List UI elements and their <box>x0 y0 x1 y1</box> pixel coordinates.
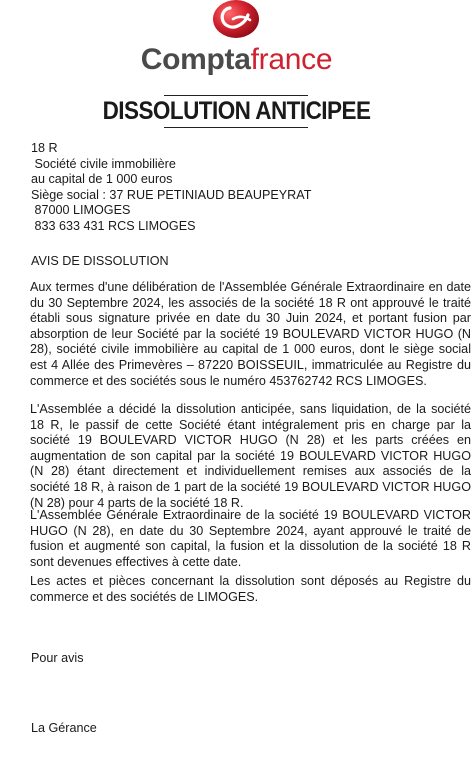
brand-part-france: france <box>250 43 333 76</box>
title-rule-bottom <box>164 127 308 128</box>
company-block <box>31 141 451 235</box>
company-line: 833 633 431 RCS LIMOGES <box>31 218 196 233</box>
brand-wordmark <box>0 42 473 78</box>
company-line: au capital de 1 000 euros <box>31 172 173 187</box>
company-line: Siège social : 37 RUE PETINIAUD BEAUPEYRAT <box>31 187 312 202</box>
company-line: 18 R <box>31 141 58 155</box>
paragraph-filing: Les actes et pièces concernant la dissolution sont déposés au Registre du commerce et des sociétés de LIMOGES. <box>30 574 471 604</box>
paragraph-merger: Aux termes d'une délibération de l'Assemblée Générale Extraordinaire en date du 30 Septembre 2024, les associés de la société 18 R ont approuvé le traité établi sous signature privée en date du 30 Juin 2024, et portant fusion par absorption de leur Société par la société 19 BOULEVARD VICTOR HUGO (N 28), société civile immobilière au capital de 1 000 euros, dont le siège social est 4 Allée des Primevères – 87220 BOISSEUIL, immatriculée au Registre du commerce et des sociétés sous le numéro 453762742 RCS LIMOGES. <box>30 280 471 388</box>
closing-pour-avis: Pour avis <box>31 651 84 665</box>
paragraph-effective: L'Assemblée Générale Extraordinaire de la société 19 BOULEVARD VICTOR HUGO (N 28), en date du 30 Septembre 2024, ayant approuvé le traité de fusion et augmenté son capital, la fusion et la dissolution de la société 18 R sont devenues effectives à cette date. <box>30 508 471 569</box>
notice-heading: AVIS DE DISSOLUTION <box>31 254 169 268</box>
paragraph-dissolution: L'Assemblée a décidé la dissolution anticipée, sans liquidation, de la société 18 R, le passif de cette Société étant intégralement pris en charge par la société 19 BOULEVARD VICTOR HUGO (N 28) et les parts créées en augmentation de son capital par la société 19 BOULEVARD VICTOR HUGO (N 28) étant directement et individuellement remises aux associés de la société 18 R, à raison de 1 part de la société 19 BOULEVARD VICTOR HUGO (N 28) pour 4 parts de la société 18 R. <box>30 402 471 510</box>
comptafrance-logo-icon <box>212 0 260 40</box>
brand-part-compta: Compta <box>140 43 251 76</box>
page-title: DISSOLUTION ANTICIPEE <box>102 97 371 125</box>
company-line: Société civile immobilière <box>31 156 176 171</box>
company-line: 87000 LIMOGES <box>31 203 131 218</box>
closing-signature: La Gérance <box>31 721 97 735</box>
